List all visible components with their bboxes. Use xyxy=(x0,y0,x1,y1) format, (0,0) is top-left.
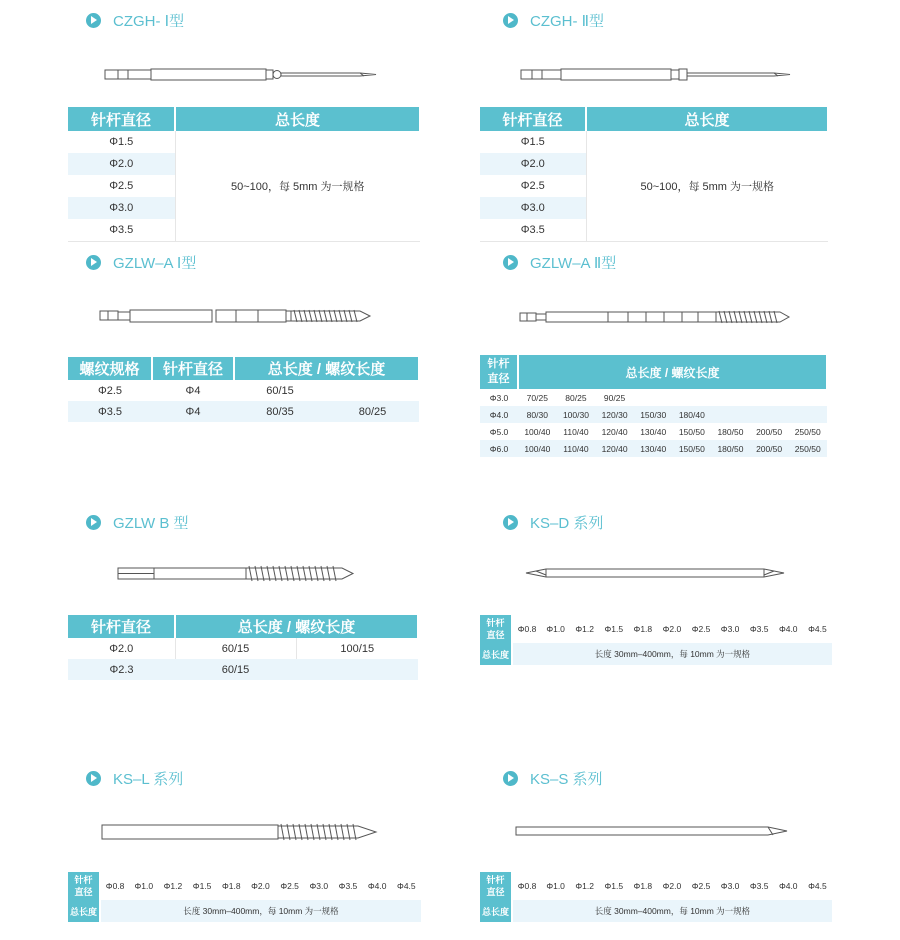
play-icon xyxy=(86,771,101,786)
table-cell: Φ2.0 xyxy=(109,642,134,655)
table-cell xyxy=(711,389,750,406)
length-cell: 长度 30mm–400mm，每 10mm 为一规格 xyxy=(100,900,421,922)
table-header: 总长度 xyxy=(586,107,828,131)
header-line: 直径 xyxy=(487,373,510,385)
table-cell: Φ5.0 xyxy=(489,426,509,437)
ksd-spec-table xyxy=(480,615,832,665)
kss-spec-table xyxy=(480,872,832,922)
gzlwb-screw-illustration xyxy=(117,563,357,585)
table-cell: 130/40 xyxy=(634,440,673,457)
table-header-diameter xyxy=(480,872,512,900)
table-cell: 150/50 xyxy=(673,440,712,457)
diameter-cell: Φ2.5 xyxy=(280,881,299,891)
diameter-cell: Φ1.0 xyxy=(546,881,565,891)
table-cell: Φ1.5 xyxy=(520,136,545,148)
table-header: 总长度 xyxy=(175,107,420,131)
table-cell: Φ3.0 xyxy=(480,197,586,219)
table-cell: 180/40 xyxy=(673,406,712,423)
table-cell: 100/15 xyxy=(296,638,418,659)
diameter-cell: Φ3.0 xyxy=(720,881,740,891)
czgh2-table xyxy=(480,107,829,242)
table-cell: 60/15 xyxy=(266,384,294,397)
table-cell: Φ4.0 xyxy=(480,406,518,423)
gzlwa1-title-text: GZLW–A Ⅰ型 xyxy=(113,254,197,272)
table-cell xyxy=(750,406,789,423)
czgh2-title-text: CZGH- Ⅱ型 xyxy=(530,12,605,30)
table-cell: 100/30 xyxy=(557,406,596,423)
table-cell: Φ1.5 xyxy=(109,136,134,148)
play-icon xyxy=(503,255,518,270)
table-cell: 180/50 xyxy=(717,426,744,437)
table-cell: Φ4 xyxy=(185,384,201,397)
table-cell: 180/50 xyxy=(711,440,750,457)
diameter-cell: Φ2.5 xyxy=(691,624,711,634)
czgh1-pin-illustration xyxy=(104,64,379,86)
table-cell: 120/40 xyxy=(601,426,628,437)
header-line: 针杆 xyxy=(486,618,505,628)
table-cell xyxy=(788,389,827,406)
czgh2-title xyxy=(503,10,604,30)
table-header: 总长度 / 螺纹长度 xyxy=(234,357,419,380)
header-line: 直径 xyxy=(74,887,93,897)
table-header: 针杆直径 xyxy=(68,615,175,638)
diameter-cell: Φ4.0 xyxy=(778,624,798,634)
table-cell: 150/50 xyxy=(678,426,705,437)
table-cell: Φ6.0 xyxy=(480,440,518,457)
table-header-diameter xyxy=(68,872,100,900)
ksl-screw-illustration xyxy=(100,821,380,843)
diameter-cell: Φ1.2 xyxy=(163,881,183,891)
ksl-spec-table xyxy=(68,872,421,922)
ksd-title-text: KS–D 系列 xyxy=(530,514,604,532)
table-cell: 250/50 xyxy=(794,426,821,437)
diameter-cell: Φ1.0 xyxy=(134,881,154,891)
diameter-cell: Φ1.8 xyxy=(221,881,241,891)
table-header-diameter xyxy=(480,615,512,643)
table-header-length: 总长度 xyxy=(68,900,100,922)
diameter-cell: Φ2.0 xyxy=(662,624,682,634)
ksl-title xyxy=(86,768,183,788)
czgh1-table xyxy=(68,107,421,242)
header-line: 针杆 xyxy=(486,875,505,885)
play-icon xyxy=(503,771,518,786)
table-cell: 100/40 xyxy=(524,426,551,437)
table-cell: 110/40 xyxy=(563,426,589,437)
table-cell: Φ3.5 xyxy=(109,223,134,236)
table-cell xyxy=(750,389,789,406)
gzlwa2-title-text: GZLW–A Ⅱ型 xyxy=(530,254,617,272)
diameter-cell: Φ4.5 xyxy=(808,881,827,891)
diameter-cell: Φ4.0 xyxy=(367,881,387,891)
table-cell xyxy=(711,406,750,423)
header-line: 直径 xyxy=(486,887,505,897)
czgh1-title-text: CZGH- Ⅰ型 xyxy=(113,12,185,30)
play-icon xyxy=(86,255,101,270)
header-line: 直径 xyxy=(486,630,505,640)
table-cell: Φ3.0 xyxy=(68,197,175,219)
play-icon xyxy=(503,515,518,530)
ksd-title xyxy=(503,512,603,532)
diameter-cell: Φ4.5 xyxy=(808,624,827,634)
gzlwa2-table xyxy=(480,355,828,457)
table-cell xyxy=(673,389,712,406)
gzlwa2-title xyxy=(503,252,616,272)
diameter-cell: Φ3.5 xyxy=(749,881,769,891)
diameter-cell: Φ1.5 xyxy=(604,881,624,891)
diameter-cell: Φ0.8 xyxy=(517,881,537,891)
czgh2-pin-illustration xyxy=(520,64,795,86)
table-cell: Φ4 xyxy=(152,401,234,422)
diameter-cell: Φ1.5 xyxy=(604,624,624,634)
table-cell xyxy=(634,389,673,406)
table-cell: Φ3.0 xyxy=(489,392,509,403)
header-line: 针杆 xyxy=(74,875,93,885)
table-header-length: 总长度 xyxy=(480,643,512,665)
diameter-cell: Φ1.8 xyxy=(633,624,653,634)
table-cell: 200/50 xyxy=(756,426,783,437)
table-header: 针杆直径 xyxy=(480,107,586,131)
table-cell: 80/25 xyxy=(326,401,419,422)
ksd-pin-illustration xyxy=(524,565,786,581)
gzlwa1-screw-illustration xyxy=(98,305,376,327)
table-cell: Φ2.5 xyxy=(97,384,123,397)
table-cell: 110/40 xyxy=(557,440,596,457)
table-header-length: 总长度 xyxy=(480,900,512,922)
table-cell: Φ3.5 xyxy=(68,401,152,422)
table-header-diameter xyxy=(480,355,518,389)
diameter-cell: Φ4.5 xyxy=(397,881,416,891)
table-cell: Φ2.5 xyxy=(109,180,134,192)
length-cell: 长度 30mm–400mm，每 10mm 为一规格 xyxy=(512,643,832,665)
play-icon xyxy=(86,13,101,28)
diameter-cell: Φ1.5 xyxy=(192,881,212,891)
diameter-cell: Φ3.0 xyxy=(720,624,740,634)
table-cell: 200/50 xyxy=(750,440,789,457)
diameter-cell: Φ1.2 xyxy=(575,624,594,634)
table-cell: 60/15 xyxy=(175,659,296,680)
header-line: 针杆 xyxy=(487,358,510,370)
length-cell: 长度 30mm–400mm，每 10mm 为一规格 xyxy=(512,900,832,922)
gzlwb-title xyxy=(86,512,189,532)
table-cell: 130/40 xyxy=(640,426,667,437)
table-header: 螺纹规格 xyxy=(68,357,152,380)
merged-cell: 50~100，每 5mm 为一规格 xyxy=(175,131,420,241)
diameter-cell: Φ3.0 xyxy=(309,881,329,891)
diameter-cell: Φ2.0 xyxy=(251,881,270,891)
table-header: 总长度 / 螺纹长度 xyxy=(175,615,418,638)
diameter-cell: Φ2.0 xyxy=(662,881,682,891)
gzlwb-title-text: GZLW B 型 xyxy=(113,514,189,532)
table-cell xyxy=(788,406,827,423)
table-header: 针杆直径 xyxy=(152,357,234,380)
table-cell: 60/15 xyxy=(175,638,296,659)
diameter-cell: Φ0.8 xyxy=(517,624,537,634)
table-cell: Φ2.5 xyxy=(520,180,545,192)
table-cell: Φ2.3 xyxy=(68,659,175,680)
merged-cell: 50~100，每 5mm 为一规格 xyxy=(586,131,828,241)
table-cell: 80/25 xyxy=(565,392,587,403)
table-cell: 80/35 xyxy=(234,401,326,422)
diameter-cell: Φ2.5 xyxy=(691,881,711,891)
table-cell xyxy=(326,380,419,401)
czgh1-title xyxy=(86,10,184,30)
diameter-cell: Φ3.5 xyxy=(749,624,769,634)
play-icon xyxy=(503,13,518,28)
table-cell: 120/30 xyxy=(595,406,634,423)
diameter-cell: Φ0.8 xyxy=(105,881,125,891)
table-cell: 150/30 xyxy=(634,406,673,423)
diameter-cell: Φ1.2 xyxy=(575,881,594,891)
table-cell: Φ2.0 xyxy=(480,153,586,175)
table-header: 总长度 / 螺纹长度 xyxy=(518,355,827,389)
gzlwa2-screw-illustration xyxy=(518,307,793,327)
gzlwb-table xyxy=(68,615,419,680)
table-cell: 70/25 xyxy=(526,392,548,403)
table-cell xyxy=(296,659,418,680)
table-cell: Φ2.0 xyxy=(68,153,175,175)
diameter-cell: Φ1.0 xyxy=(546,624,565,634)
diameter-cell: Φ1.8 xyxy=(633,881,653,891)
kss-title-text: KS–S 系列 xyxy=(530,770,603,788)
table-cell: 120/40 xyxy=(595,440,634,457)
table-cell: 80/30 xyxy=(518,406,557,423)
table-header: 针杆直径 xyxy=(68,107,175,131)
ksl-title-text: KS–L 系列 xyxy=(113,770,184,788)
gzlwa1-title xyxy=(86,252,196,272)
play-icon xyxy=(86,515,101,530)
kss-pin-illustration xyxy=(514,822,790,840)
table-cell: 250/50 xyxy=(788,440,827,457)
kss-title xyxy=(503,768,603,788)
table-cell: 100/40 xyxy=(518,440,557,457)
table-cell: 90/25 xyxy=(603,392,626,403)
diameter-cell: Φ4.0 xyxy=(778,881,798,891)
diameter-cell: Φ3.5 xyxy=(338,881,358,891)
gzlwa1-table xyxy=(68,357,420,422)
table-cell: Φ3.5 xyxy=(520,223,545,236)
